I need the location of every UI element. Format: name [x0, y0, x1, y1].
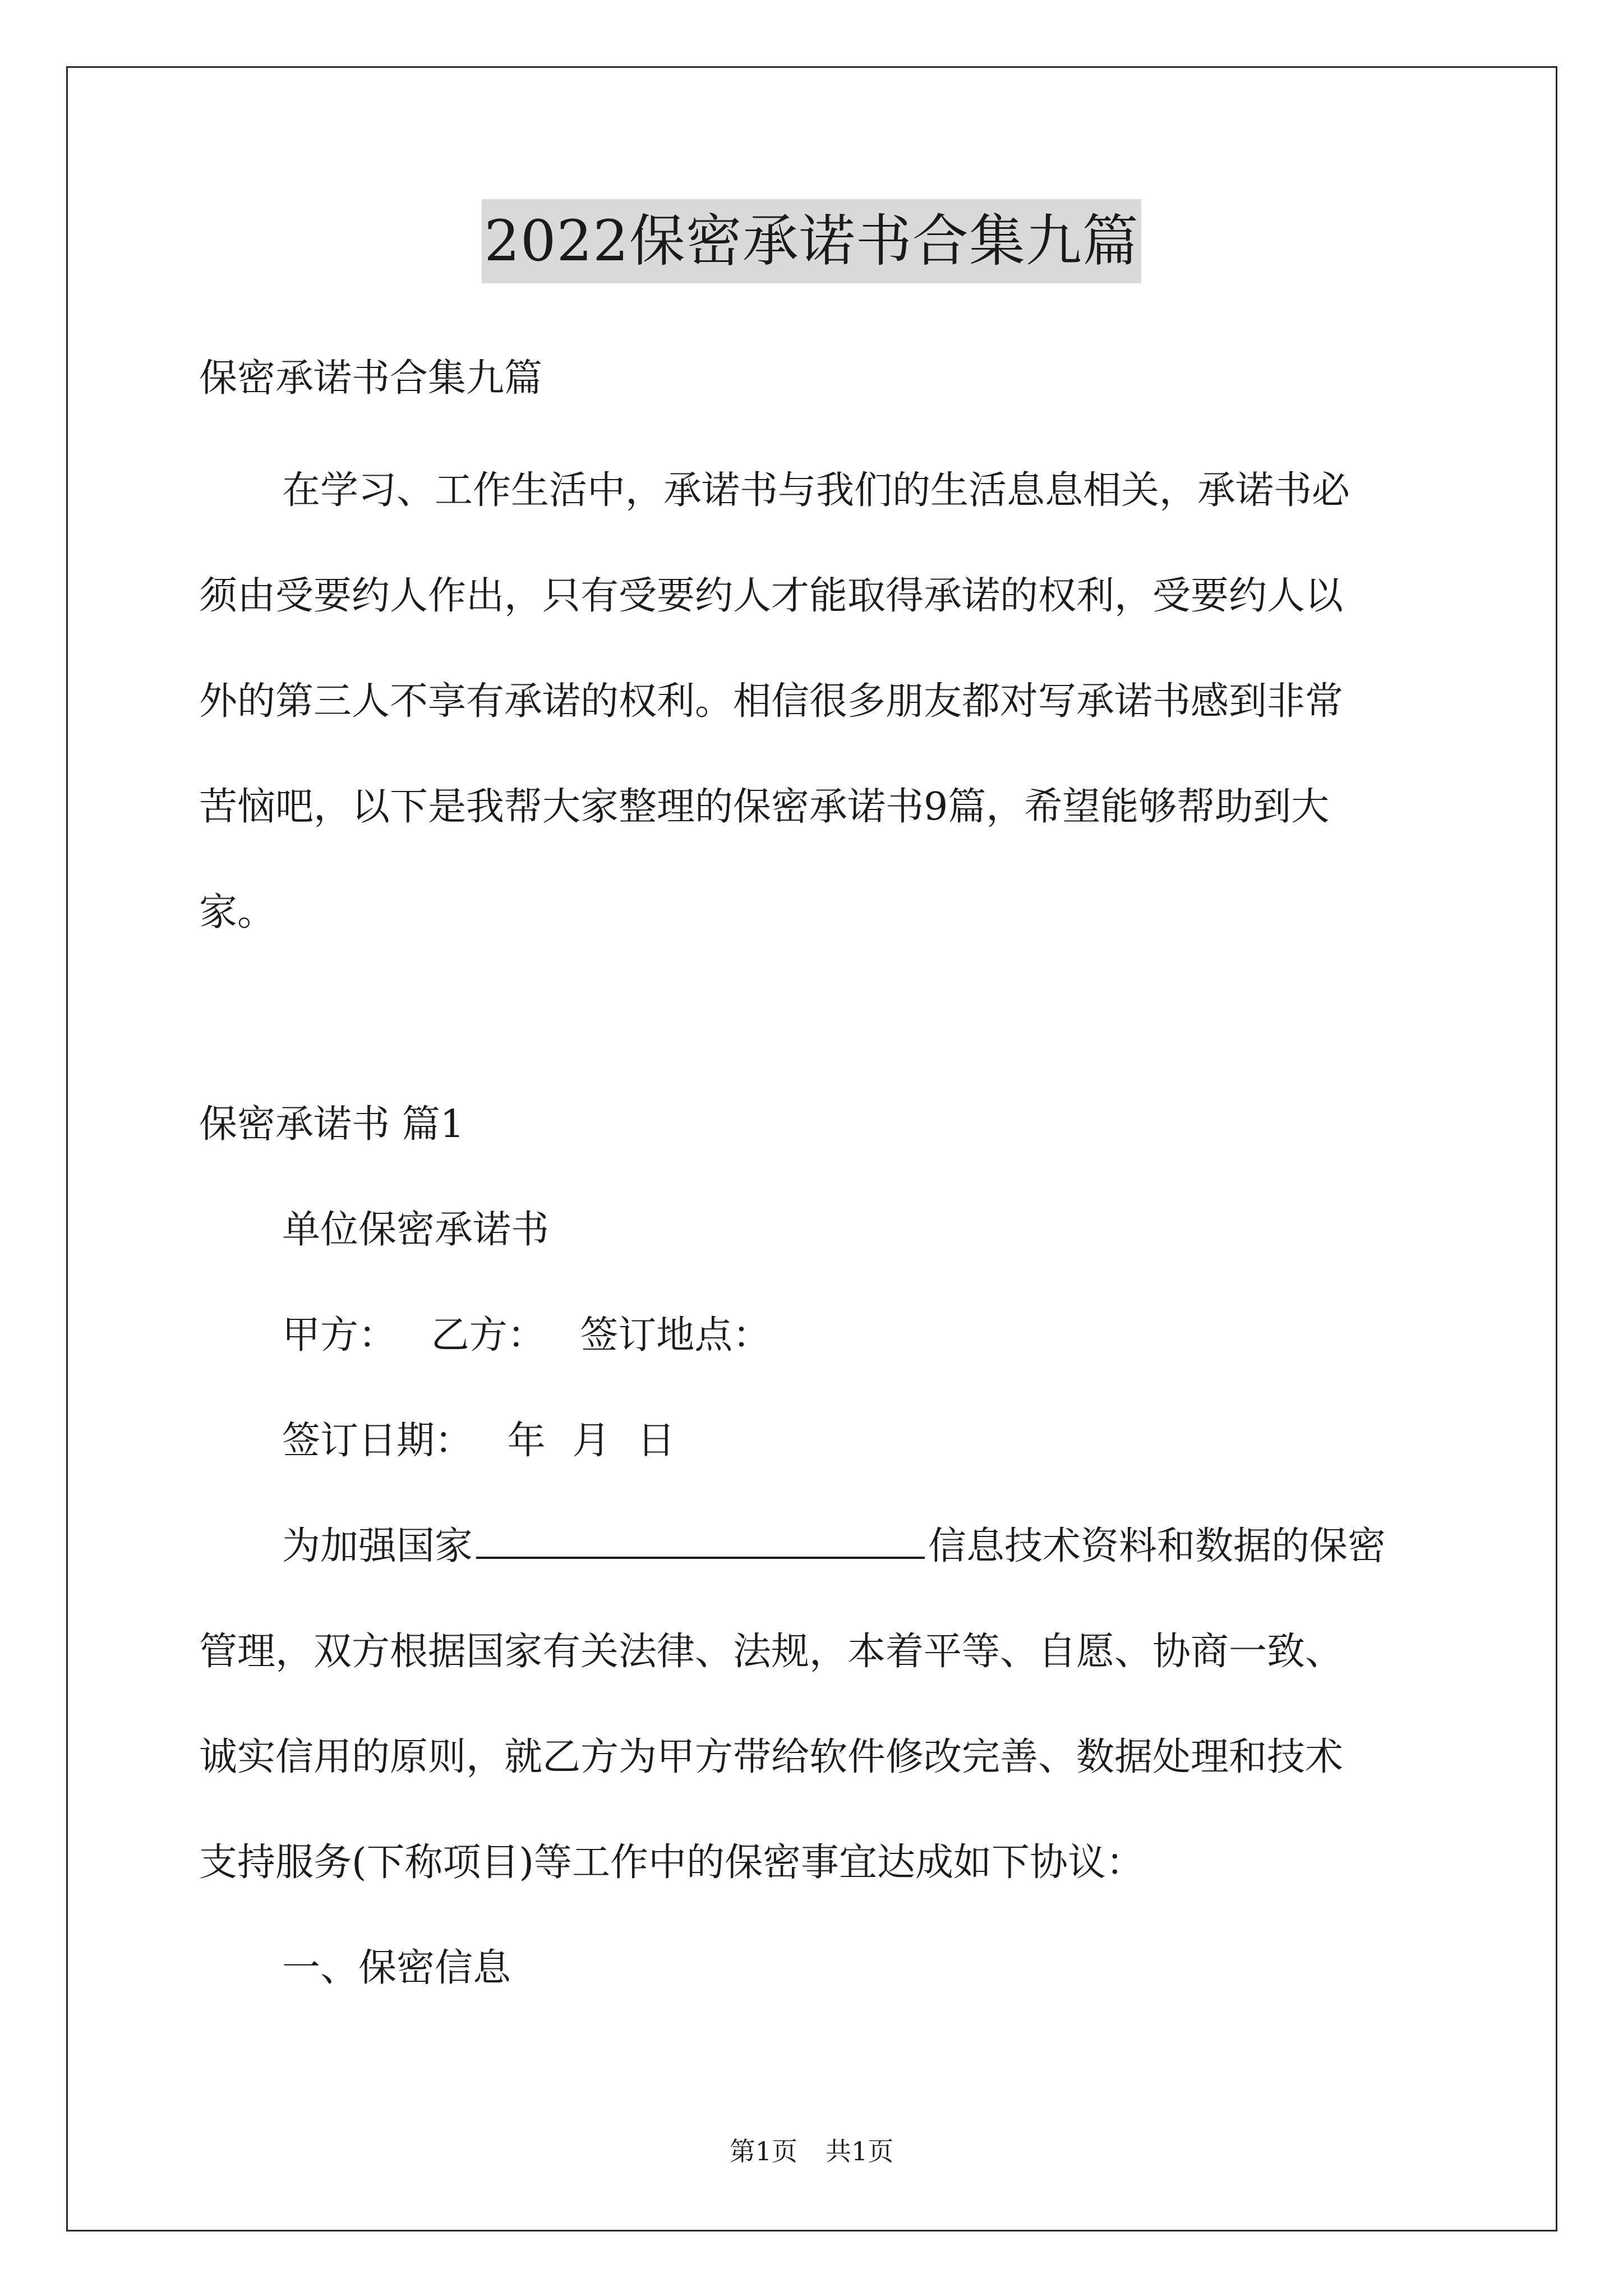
para1-line-2: 管理，双方根据国家有关法律、法规，本着平等、自愿、协商一致、 — [199, 1630, 1344, 1674]
intro-line-3: 外的第三人不享有承诺的权利。相信很多朋友都对写承诺书感到非常 — [199, 679, 1344, 724]
fill-in-blank — [476, 1523, 925, 1559]
clause-1-heading: 一、保密信息 — [282, 1946, 511, 1990]
party-b-label: 乙方： — [431, 1313, 546, 1358]
intro-line-4: 苦恼吧，以下是我帮大家整理的保密承诺书9篇，希望能够帮助到大 — [199, 785, 1330, 829]
sign-day: 日 — [637, 1419, 675, 1463]
intro-line-5: 家。 — [199, 890, 276, 935]
subtitle: 保密承诺书合集九篇 — [199, 356, 543, 401]
title-container — [0, 199, 1623, 283]
page-current: 第1页 — [729, 2136, 797, 2166]
sign-date-label: 签订日期： — [282, 1419, 473, 1463]
sign-year: 年 — [507, 1419, 546, 1463]
para1-line-4: 支持服务(下称项目)等工作中的保密事宜达成如下协议： — [199, 1841, 1145, 1885]
party-a-label: 甲方： — [282, 1313, 397, 1358]
intro-line-1: 在学习、工作生活中，承诺书与我们的生活息息相关，承诺书必 — [282, 468, 1350, 513]
intro-line-2: 须由受要约人作出，只有受要约人才能取得承诺的权利，受要约人以 — [199, 574, 1344, 618]
page-footer — [0, 2134, 1623, 2168]
section-heading: 保密承诺书 篇1 — [199, 1102, 464, 1147]
para1-line-1 — [282, 1521, 1386, 1572]
sign-date-line — [282, 1416, 675, 1466]
document-title: 2022保密承诺书合集九篇 — [482, 199, 1141, 283]
page-total: 共1页 — [826, 2136, 894, 2166]
para1-after-blank: 信息技术资料和数据的保密 — [928, 1524, 1386, 1568]
para1-before-blank: 为加强国家 — [282, 1524, 473, 1568]
sign-month: 月 — [572, 1419, 611, 1463]
parties-line — [282, 1310, 771, 1361]
doc-title: 单位保密承诺书 — [282, 1208, 550, 1252]
sign-place-label: 签订地点： — [580, 1313, 771, 1358]
para1-line-3: 诚实信用的原则，就乙方为甲方带给软件修改完善、数据处理和技术 — [199, 1735, 1344, 1779]
